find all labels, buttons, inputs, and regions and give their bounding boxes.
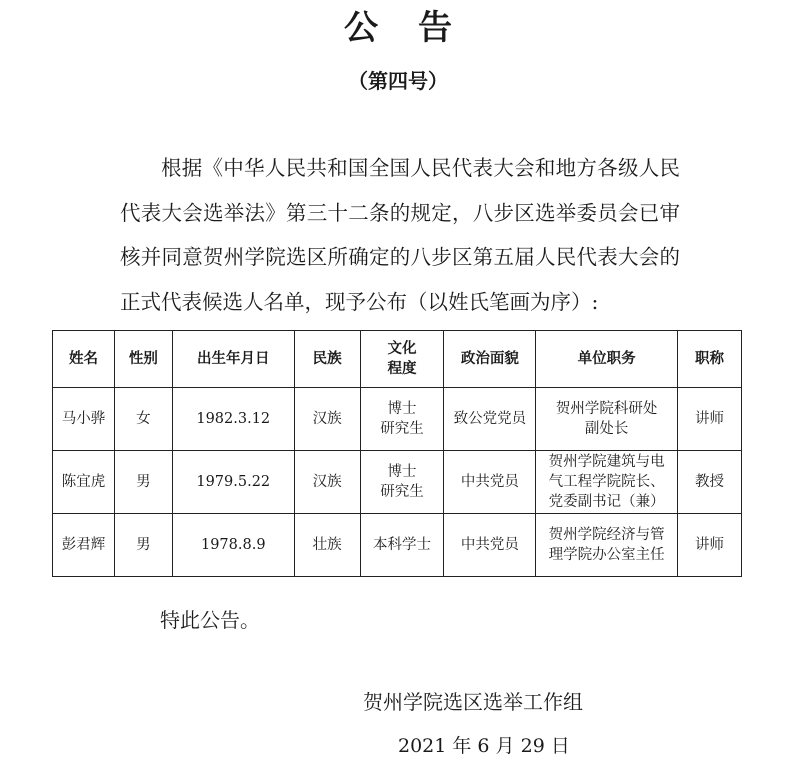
notice-body: 根据《中华人民共和国全国人民代表大会和地方各级人民代表大会选举法》第三十二条的规定，八步区选举委员会已审核并同意贺州学院选区所确定的八步区第五届人民代表大会的正式代表候选人名单，现予公布（以姓氏笔画为序）: — [120, 156, 680, 315]
cell-name: 彭君辉 — [53, 514, 115, 577]
header-education-line1: 文化 — [387, 341, 417, 357]
header-ethnicity: 民族 — [294, 331, 360, 388]
header-education — [360, 331, 444, 388]
cell-title: 讲师 — [678, 388, 742, 451]
cell-education — [360, 451, 444, 514]
cell-education-line2: 研究生 — [380, 421, 424, 437]
notice-date: 2021 年 6 月 29 日 — [398, 735, 570, 757]
table-row — [53, 451, 742, 514]
header-name: 姓名 — [53, 331, 115, 388]
cell-position — [536, 388, 678, 451]
cell-position-line1: 贺州学院科研处 — [555, 401, 658, 417]
cell-name: 马小骅 — [53, 388, 115, 451]
table-row — [53, 388, 742, 451]
cell-position-line2: 副处长 — [584, 421, 629, 437]
header-position: 单位职务 — [536, 331, 678, 388]
cell-position-line1: 贺州学院建筑与电 — [548, 454, 665, 470]
cell-ethnicity: 汉族 — [294, 388, 360, 451]
cell-position-line2: 气工程学院院长、 — [548, 474, 665, 490]
cell-gender: 男 — [114, 514, 172, 577]
cell-name: 陈宜虎 — [53, 451, 115, 514]
cell-ethnicity: 壮族 — [294, 514, 360, 577]
table-header-row — [53, 331, 742, 388]
header-title: 职称 — [678, 331, 742, 388]
notice-number: （第四号） — [348, 69, 448, 93]
cell-education: 本科学士 — [360, 514, 444, 577]
cell-education — [360, 388, 444, 451]
cell-politics: 致公党党员 — [444, 388, 536, 451]
header-gender: 性别 — [114, 331, 172, 388]
header-birth: 出生年月日 — [172, 331, 294, 388]
cell-gender: 男 — [114, 451, 172, 514]
cell-education-line2: 研究生 — [380, 484, 424, 500]
cell-position-line3: 党委副书记（兼） — [548, 494, 665, 510]
notice-title: 公告 — [344, 8, 492, 48]
notice-closing: 特此公告。 — [160, 608, 260, 632]
cell-position-line2: 理学院办公室主任 — [548, 547, 665, 563]
cell-position — [536, 451, 678, 514]
table-row — [53, 514, 742, 577]
cell-title: 教授 — [678, 451, 742, 514]
notice-signer: 贺州学院选区选举工作组 — [363, 690, 583, 714]
cell-education-line1: 博士 — [387, 401, 417, 417]
header-politics: 政治面貌 — [444, 331, 536, 388]
cell-position-line1: 贺州学院经济与管 — [548, 527, 665, 543]
cell-birth: 1982.3.12 — [172, 388, 294, 451]
cell-title: 讲师 — [678, 514, 742, 577]
cell-politics: 中共党员 — [444, 451, 536, 514]
cell-gender: 女 — [114, 388, 172, 451]
cell-birth: 1979.5.22 — [172, 451, 294, 514]
cell-ethnicity: 汉族 — [294, 451, 360, 514]
cell-birth: 1978.8.9 — [172, 514, 294, 577]
cell-position — [536, 514, 678, 577]
cell-education-line1: 博士 — [387, 464, 417, 480]
cell-politics: 中共党员 — [444, 514, 536, 577]
candidate-table — [52, 330, 742, 577]
header-education-line2: 程度 — [387, 361, 417, 377]
